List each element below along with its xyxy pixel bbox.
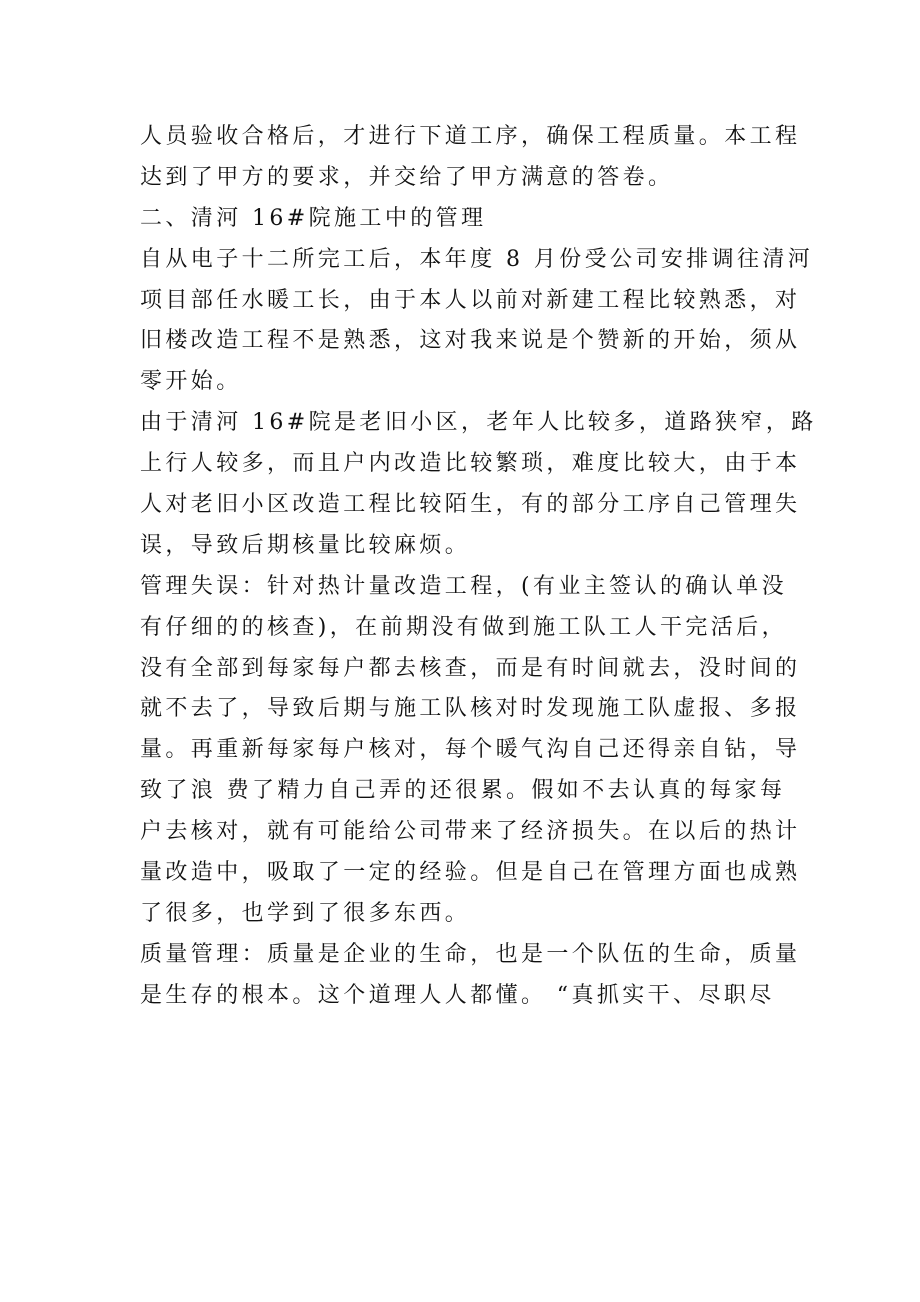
text-line: 致了浪 费了精力自己弄的还很累。假如不去认真的每家每 [140,778,786,804]
text-line: 自从电子十二所完工后，本年度 8 月份受公司安排调往清河 [140,246,814,272]
text-line: 了很多，也学到了很多东西。 [140,900,471,926]
text-line: 误，导致后期核量比较麻烦。 [140,532,471,558]
text-line: 就不去了，导致后期与施工队核对时发现施工队虚报、多报 [140,696,801,722]
text-line: 达到了甲方的要求，并交给了甲方满意的答卷。 [140,164,674,190]
text-line: 零开始。 [140,369,242,395]
text-line: 户去核对，就有可能给公司带来了经济损失。在以后的热计 [140,819,801,845]
section-heading: 二、清河 16#院施工中的管理 [140,205,487,231]
text-line: 人对老旧小区改造工程比较陌生，有的部分工序自己管理失 [140,492,801,518]
document-body [140,117,817,1017]
text-line: 上行人较多，而且户内改造比较繁琐，难度比较大，由于本 [140,451,801,477]
text-line: 旧楼改造工程不是熟悉，这对我来说是个赞新的开始，须从 [140,328,801,354]
text-line: 由于清河 16#院是老旧小区，老年人比较多，道路狭窄，路 [140,410,817,436]
text-line: 管理失误：针对热计量改造工程，(有业主签认的确认单没 [140,573,787,599]
text-line: 有仔细的的核查)，在前期没有做到施工队工人干完活后， [140,614,787,640]
text-line: 项目部任水暖工长，由于本人以前对新建工程比较熟悉，对 [140,287,801,313]
text-line: 质量管理：质量是企业的生命，也是一个队伍的生命，质量 [140,941,801,967]
text-line: 量改造中，吸取了一定的经验。但是自己在管理方面也成熟 [140,860,801,886]
text-line: 没有全部到每家每户都去核查，而是有时间就去，没时间的 [140,655,801,681]
text-line: 量。再重新每家每户核对，每个暖气沟自己还得亲自钻，导 [140,737,801,763]
text-line: 是生存的根本。这个道理人人都懂。 “真抓实干、尽职尽 [140,982,775,1008]
text-line: 人员验收合格后，才进行下道工序，确保工程质量。本工程 [140,124,801,149]
